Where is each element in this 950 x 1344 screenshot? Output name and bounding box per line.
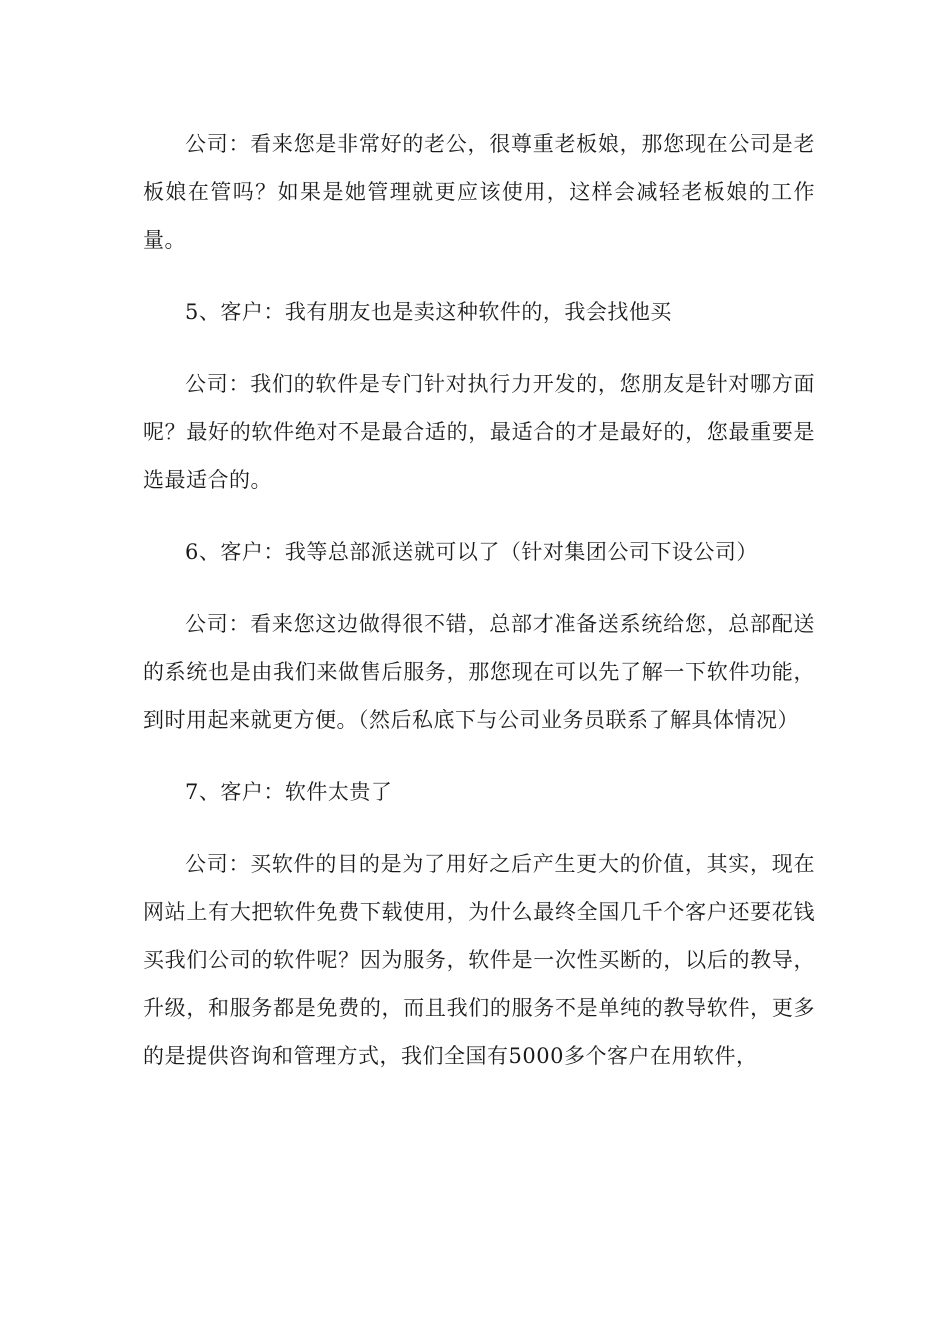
document-body: [143, 120, 815, 1104]
paragraph-customer-objection-5: 5、客户：我有朋友也是卖这种软件的，我会找他买: [185, 300, 672, 324]
paragraph-customer-objection-6: 6、客户：我等总部派送就可以了（针对集团公司下设公司）: [185, 540, 758, 564]
paragraph-customer-objection-7: 7、客户：软件太贵了: [185, 780, 393, 804]
paragraph-company-reply-6: 公司：看来您这边做得很不错，总部才准备送系统给您，总部配送的系统也是由我们来做售后服务，那您现在可以先了解一下软件功能，到时用起来就更方便。（然后私底下与公司业务员联系了解具体情况）: [143, 612, 815, 732]
paragraph-company-reply-5: 公司：我们的软件是专门针对执行力开发的，您朋友是针对哪方面呢？最好的软件绝对不是最合适的，最适合的才是最好的，您最重要是选最适合的。: [143, 372, 815, 492]
paragraph-company-reply-1: 公司：看来您是非常好的老公，很尊重老板娘，那您现在公司是老板娘在管吗？如果是她管理就更应该使用，这样会减轻老板娘的工作量。: [143, 132, 815, 252]
paragraph-company-reply-7: 公司：买软件的目的是为了用好之后产生更大的价值，其实，现在网站上有大把软件免费下载使用，为什么最终全国几千个客户还要花钱买我们公司的软件呢？因为服务，软件是一次性买断的，以后的教导，升级，和服务都是免费的，而且我们的服务不是单纯的教导软件，更多的是提供咨询和管理方式，我们全国有5000多个客户在用软件，: [143, 852, 815, 1068]
